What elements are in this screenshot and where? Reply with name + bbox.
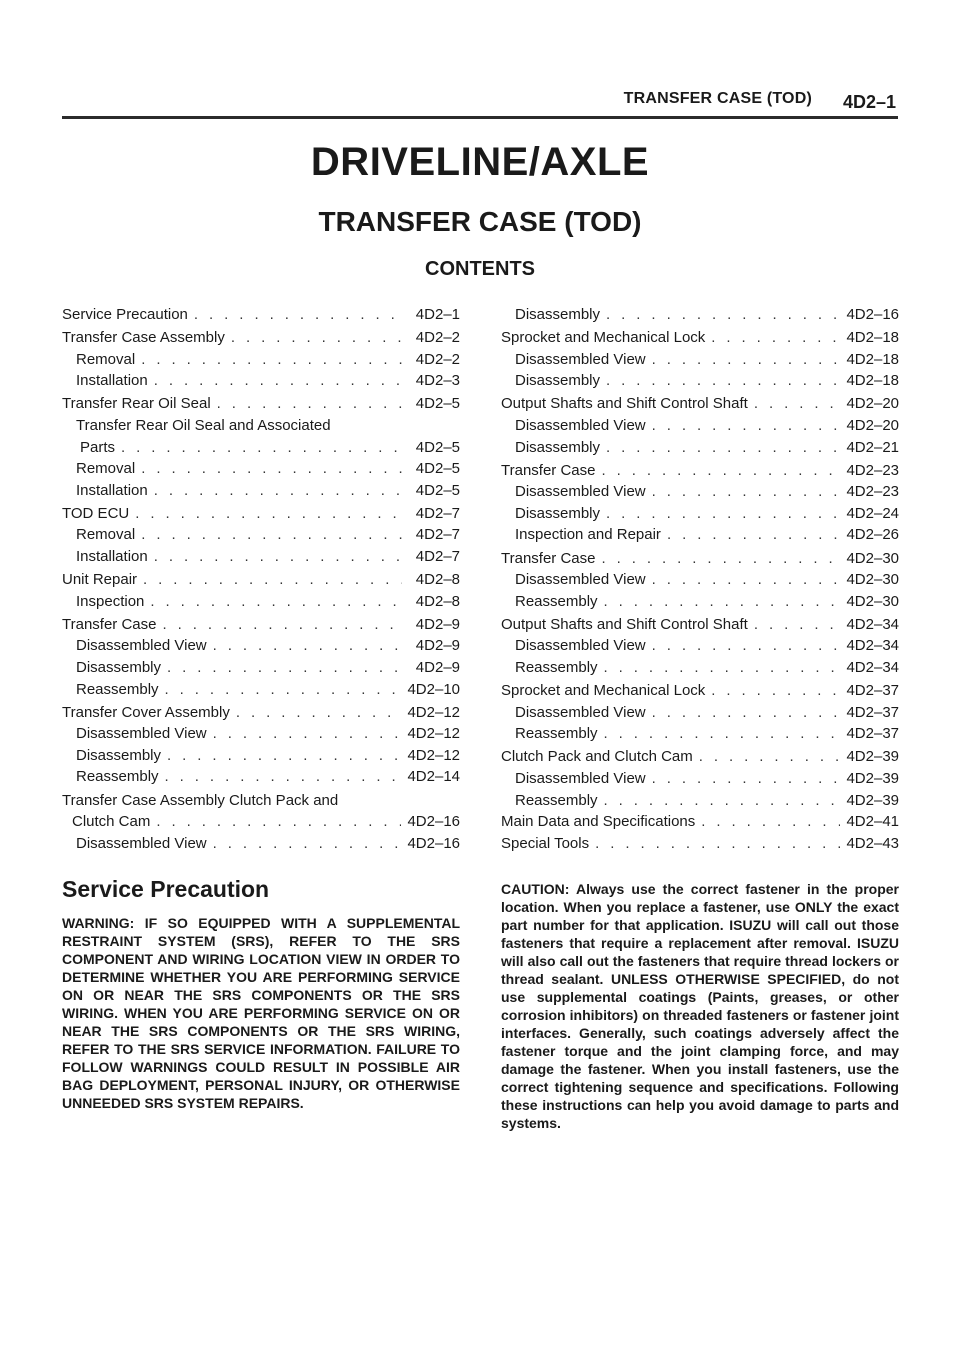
toc-leader-dots bbox=[606, 437, 840, 459]
toc-entry bbox=[62, 546, 460, 568]
toc-entry-page: 4D2–18 bbox=[846, 329, 899, 347]
toc-leader-dots bbox=[167, 657, 402, 679]
toc-left-column bbox=[62, 304, 460, 854]
toc-leader-dots bbox=[121, 437, 402, 459]
toc-entry-label: Reassembly bbox=[76, 680, 159, 698]
toc-entry-label: Removal bbox=[76, 526, 136, 544]
toc-entry-page: 4D2–16 bbox=[846, 306, 899, 323]
contents-heading: CONTENTS bbox=[425, 258, 535, 280]
toc-entry bbox=[501, 591, 899, 613]
toc-entry-label: Transfer Cover Assembly bbox=[62, 703, 230, 721]
toc-leader-dots bbox=[652, 569, 841, 591]
toc-entry bbox=[501, 304, 899, 326]
toc-entry bbox=[62, 415, 460, 437]
toc-leader-dots bbox=[236, 702, 402, 724]
toc-leader-dots bbox=[601, 548, 840, 570]
toc-entry bbox=[501, 460, 899, 482]
toc-entry-label: Transfer Case bbox=[501, 549, 596, 567]
toc-leader-dots bbox=[606, 370, 840, 392]
toc-entry-page: 4D2–34 bbox=[846, 659, 899, 676]
toc-entry bbox=[501, 790, 899, 812]
warning-text: WARNING: IF SO EQUIPPED WITH A SUPPLEMENTAL RESTRAINT SYSTEM (SRS), REFER TO THE SRS COMPONENT AND WIRING LOCATION VIEW IN ORDER TO DETERMINE WHETHER YOU ARE PERFORMING SERVICE ON OR NEAR THE SRS COMPONENTS OR THE SRS WIRING. WHEN YOU ARE PERFORMING SERVICE ON OR NEAR THE SRS COMPONENTS OR THE SRS WIRING, REFER TO THE SRS SERVICE INFORMATION. FAILURE TO FOLLOW WARNINGS COULD RESULT IN POSSIBLE AIR BAG DEPLOYMENT, PERSONAL INJURY, OR OTHERWISE UNNEEDED SRS SYSTEM REPAIRS. bbox=[62, 915, 460, 1111]
toc-entry-page: 4D2–9 bbox=[415, 659, 460, 676]
toc-leader-dots bbox=[165, 679, 402, 701]
toc-leader-dots bbox=[604, 723, 841, 745]
toc-leader-dots bbox=[652, 768, 841, 790]
toc-right-column bbox=[501, 304, 899, 854]
toc-entry-label: Disassembled View bbox=[515, 350, 646, 368]
toc-entry-label: Sprocket and Mechanical Lock bbox=[501, 682, 706, 700]
toc-entry bbox=[62, 723, 460, 745]
toc-entry bbox=[62, 679, 460, 701]
toc-entry-page: 4D2–20 bbox=[846, 416, 899, 434]
toc-entry-page: 4D2–16 bbox=[407, 834, 460, 852]
toc-entry bbox=[62, 304, 460, 326]
toc-leader-dots bbox=[154, 370, 402, 392]
toc-entry bbox=[62, 745, 460, 767]
toc-entry-page: 4D2–41 bbox=[846, 813, 899, 831]
toc-leader-dots bbox=[213, 635, 402, 657]
toc-entry-label: Disassembled View bbox=[515, 769, 646, 787]
toc-entry-page: 4D2–12 bbox=[407, 703, 460, 721]
toc-entry-label: Reassembly bbox=[515, 725, 598, 743]
toc-entry-label: Disassembly bbox=[76, 746, 162, 764]
toc-entry bbox=[62, 349, 460, 371]
toc-entry bbox=[501, 723, 899, 745]
toc-entry-label: Sprocket and Mechanical Lock bbox=[501, 329, 706, 347]
toc-entry-label: Disassembly bbox=[76, 659, 162, 676]
toc-entry-page: 4D2–9 bbox=[415, 637, 460, 655]
toc-entry-label: Transfer Case bbox=[501, 461, 596, 479]
toc-entry-label: Disassembled View bbox=[515, 416, 646, 434]
toc-entry-page: 4D2–34 bbox=[846, 637, 899, 655]
toc-entry bbox=[62, 327, 460, 349]
toc-entry-label: Disassembly bbox=[515, 504, 601, 522]
toc-entry-label: Reassembly bbox=[76, 768, 159, 786]
toc-entry-page: 4D2–12 bbox=[407, 746, 460, 764]
toc-entry-page: 4D2–24 bbox=[846, 504, 899, 522]
toc-leader-dots bbox=[217, 393, 402, 415]
toc-entry-label: Disassembled View bbox=[515, 483, 646, 501]
toc-entry-page: 4D2–7 bbox=[415, 548, 460, 566]
toc-entry bbox=[501, 680, 899, 702]
toc-leader-dots bbox=[652, 415, 841, 437]
toc-entry-label: Special Tools bbox=[501, 834, 590, 852]
toc-leader-dots bbox=[701, 811, 840, 833]
toc-entry-label: Disassembled View bbox=[76, 637, 207, 655]
toc-leader-dots bbox=[699, 746, 841, 768]
toc-entry bbox=[62, 635, 460, 657]
toc-entry-page: 4D2–5 bbox=[415, 438, 460, 456]
toc-entry-label: Transfer Case bbox=[62, 615, 157, 633]
toc-leader-dots bbox=[652, 481, 841, 503]
toc-leader-dots bbox=[595, 833, 840, 855]
main-title: DRIVELINE/AXLE bbox=[310, 140, 650, 184]
toc-entry-label: Removal bbox=[76, 460, 136, 478]
toc-entry bbox=[501, 415, 899, 437]
toc-entry-label: Service Precaution bbox=[62, 306, 188, 323]
toc-entry bbox=[62, 370, 460, 392]
toc-entry bbox=[62, 569, 460, 591]
toc-leader-dots bbox=[652, 702, 841, 724]
toc-entry bbox=[501, 524, 899, 546]
toc-entry bbox=[62, 790, 460, 812]
toc-entry-page: 4D2–18 bbox=[846, 372, 899, 390]
toc-leader-dots bbox=[143, 569, 402, 591]
toc-entry bbox=[62, 591, 460, 613]
toc-entry bbox=[501, 702, 899, 724]
toc-entry bbox=[501, 635, 899, 657]
toc-leader-dots bbox=[711, 680, 840, 702]
toc-entry-label: Transfer Rear Oil Seal bbox=[62, 395, 211, 413]
toc-entry-label: Disassembled View bbox=[515, 571, 646, 589]
toc-entry-label: Clutch Pack and Clutch Cam bbox=[501, 748, 693, 766]
toc-entry bbox=[62, 480, 460, 502]
toc-leader-dots bbox=[754, 393, 841, 415]
toc-entry-label: Clutch Cam bbox=[72, 813, 151, 831]
toc-entry bbox=[62, 833, 460, 855]
toc-leader-dots bbox=[141, 524, 402, 546]
toc-entry-page: 4D2–3 bbox=[415, 372, 460, 390]
toc-entry-label: Output Shafts and Shift Control Shaft bbox=[501, 395, 748, 413]
toc-entry-label: Output Shafts and Shift Control Shaft bbox=[501, 615, 748, 633]
toc-entry-label: Inspection and Repair bbox=[515, 526, 661, 544]
toc-leader-dots bbox=[165, 766, 402, 788]
toc-entry-label: Reassembly bbox=[515, 791, 598, 809]
toc-entry-page: 4D2–20 bbox=[846, 395, 899, 413]
toc-leader-dots bbox=[754, 614, 841, 636]
toc-entry-label: Disassembled View bbox=[76, 725, 207, 743]
page-header bbox=[62, 86, 898, 119]
toc-entry bbox=[62, 614, 460, 636]
toc-entry bbox=[501, 614, 899, 636]
toc-entry-label: Reassembly bbox=[515, 659, 598, 676]
toc-entry-page: 4D2–30 bbox=[846, 571, 899, 589]
toc-entry bbox=[501, 349, 899, 371]
toc-entry-page: 4D2–5 bbox=[415, 460, 460, 478]
toc-leader-dots bbox=[141, 349, 402, 371]
toc-entry-page: 4D2–12 bbox=[407, 725, 460, 743]
toc-leader-dots bbox=[141, 458, 402, 480]
toc-leader-dots bbox=[604, 657, 841, 679]
toc-entry-label: Installation bbox=[76, 481, 148, 499]
service-precaution-heading: Service Precaution bbox=[62, 876, 270, 902]
toc-entry bbox=[501, 548, 899, 570]
toc-leader-dots bbox=[135, 503, 402, 525]
toc-leader-dots bbox=[667, 524, 841, 546]
toc-leader-dots bbox=[652, 349, 841, 371]
toc-entry-label: Inspection bbox=[76, 592, 145, 610]
toc-entry-label: Transfer Case Assembly bbox=[62, 329, 225, 347]
toc-entry-page: 4D2–43 bbox=[846, 834, 899, 852]
toc-entry-page: 4D2–18 bbox=[846, 350, 899, 368]
toc-entry-label: Disassembly bbox=[515, 306, 601, 323]
toc-leader-dots bbox=[604, 790, 841, 812]
toc-entry-page: 4D2–34 bbox=[846, 615, 899, 633]
toc-leader-dots bbox=[167, 745, 401, 767]
toc-leader-dots bbox=[604, 591, 841, 613]
toc-entry-page: 4D2–8 bbox=[415, 592, 460, 610]
toc-entry-page: 4D2–5 bbox=[415, 481, 460, 499]
toc-entry bbox=[501, 437, 899, 459]
toc-entry-label: Unit Repair bbox=[62, 571, 138, 589]
toc-entry-label: Disassembled View bbox=[515, 637, 646, 655]
toc-entry bbox=[501, 503, 899, 525]
toc-entry-label: Disassembled View bbox=[76, 834, 207, 852]
toc-entry-page: 4D2–21 bbox=[846, 438, 899, 456]
toc-leader-dots bbox=[606, 304, 840, 326]
toc-entry-page: 4D2–2 bbox=[415, 350, 460, 368]
toc-leader-dots bbox=[154, 480, 402, 502]
toc-entry-label: Main Data and Specifications bbox=[501, 813, 696, 831]
sub-title: TRANSFER CASE (TOD) bbox=[318, 206, 642, 237]
toc-entry-page: 4D2–1 bbox=[415, 306, 460, 323]
toc-leader-dots bbox=[213, 723, 402, 745]
toc-entry-page: 4D2–7 bbox=[415, 526, 460, 544]
toc-entry bbox=[62, 437, 460, 459]
toc-entry bbox=[62, 524, 460, 546]
toc-leader-dots bbox=[601, 460, 840, 482]
toc-entry-page: 4D2–23 bbox=[846, 483, 899, 501]
toc-entry-page: 4D2–26 bbox=[846, 526, 899, 544]
toc-entry-label: TOD ECU bbox=[62, 504, 130, 522]
toc-entry-page: 4D2–37 bbox=[846, 682, 899, 700]
toc-leader-dots bbox=[606, 503, 840, 525]
toc-entry-page: 4D2–30 bbox=[846, 592, 899, 610]
toc-entry bbox=[62, 766, 460, 788]
toc-entry-page: 4D2–5 bbox=[415, 395, 460, 413]
toc-leader-dots bbox=[231, 327, 402, 349]
toc-entry bbox=[501, 393, 899, 415]
toc-entry-label: Removal bbox=[76, 350, 136, 368]
toc-entry-page: 4D2–14 bbox=[407, 768, 460, 786]
toc-entry bbox=[501, 746, 899, 768]
toc-entry-label: Reassembly bbox=[515, 592, 598, 610]
toc-entry-page: 4D2–8 bbox=[415, 571, 460, 589]
toc-entry bbox=[501, 481, 899, 503]
toc-entry-page: 4D2–2 bbox=[415, 329, 460, 347]
toc-entry bbox=[62, 393, 460, 415]
toc-entry-page: 4D2–23 bbox=[846, 461, 899, 479]
toc-entry bbox=[501, 370, 899, 392]
toc-entry-label: Disassembled View bbox=[515, 703, 646, 721]
toc-entry bbox=[62, 702, 460, 724]
toc-entry-page: 4D2–30 bbox=[846, 549, 899, 567]
toc-entry-label: Disassembly bbox=[515, 438, 601, 456]
toc-entry bbox=[62, 811, 460, 833]
toc-entry-label: Transfer Rear Oil Seal and Associated bbox=[76, 416, 331, 434]
toc-entry-page: 4D2–16 bbox=[407, 813, 460, 831]
toc-leader-dots bbox=[156, 811, 401, 833]
toc-entry-page: 4D2–37 bbox=[846, 703, 899, 721]
toc-leader-dots bbox=[213, 833, 402, 855]
toc-entry-page: 4D2–10 bbox=[407, 680, 460, 698]
header-section-title: TRANSFER CASE (TOD) bbox=[623, 90, 812, 107]
toc-entry bbox=[501, 811, 899, 833]
toc-leader-dots bbox=[194, 304, 402, 326]
toc-entry-label: Disassembly bbox=[515, 372, 601, 390]
toc-entry bbox=[501, 657, 899, 679]
toc-entry bbox=[62, 657, 460, 679]
toc-entry-page: 4D2–37 bbox=[846, 725, 899, 743]
toc-leader-dots bbox=[154, 546, 402, 568]
toc-entry-label: Parts bbox=[80, 438, 116, 456]
toc-entry-page: 4D2–9 bbox=[415, 615, 460, 633]
toc-entry bbox=[501, 569, 899, 591]
toc-entry-page: 4D2–7 bbox=[415, 504, 460, 522]
toc-entry-label: Transfer Case Assembly Clutch Pack and bbox=[62, 791, 339, 809]
toc-leader-dots bbox=[711, 327, 840, 349]
toc-entry bbox=[62, 503, 460, 525]
toc-entry-label: Installation bbox=[76, 372, 148, 390]
toc-entry bbox=[62, 458, 460, 480]
toc-entry bbox=[501, 768, 899, 790]
toc-leader-dots bbox=[652, 635, 841, 657]
toc-entry bbox=[501, 833, 899, 855]
toc-entry-page: 4D2–39 bbox=[846, 769, 899, 787]
toc-entry-page: 4D2–39 bbox=[846, 791, 899, 809]
caution-text: CAUTION: Always use the correct fastener in the proper location. When you replace a fastener, use ONLY the exact part number for that application. ISUZU will call out those fasteners that require a replacement after removal. ISUZU will also call out the fasteners that require thread lockers or thread sealant. UNLESS OTHERWISE SPECIFIED, do not use supplemental coatings (Paints, greases, or other corrosion inhibitors) on threaded fasteners or fastener joint interfaces. Generally, such coatings adversely affect the fastener torque and the joint clamping force, and may damage the fastener. When you install fasteners, use the correct tightening sequence and specifications. Following these instructions can help you avoid damage to parts and systems. bbox=[501, 881, 899, 1131]
toc-leader-dots bbox=[150, 591, 402, 613]
toc-entry bbox=[501, 327, 899, 349]
toc-leader-dots bbox=[162, 614, 402, 636]
toc-entry-label: Installation bbox=[76, 548, 148, 566]
toc-entry-page: 4D2–39 bbox=[846, 748, 899, 766]
header-page-number: 4D2–1 bbox=[842, 92, 896, 112]
